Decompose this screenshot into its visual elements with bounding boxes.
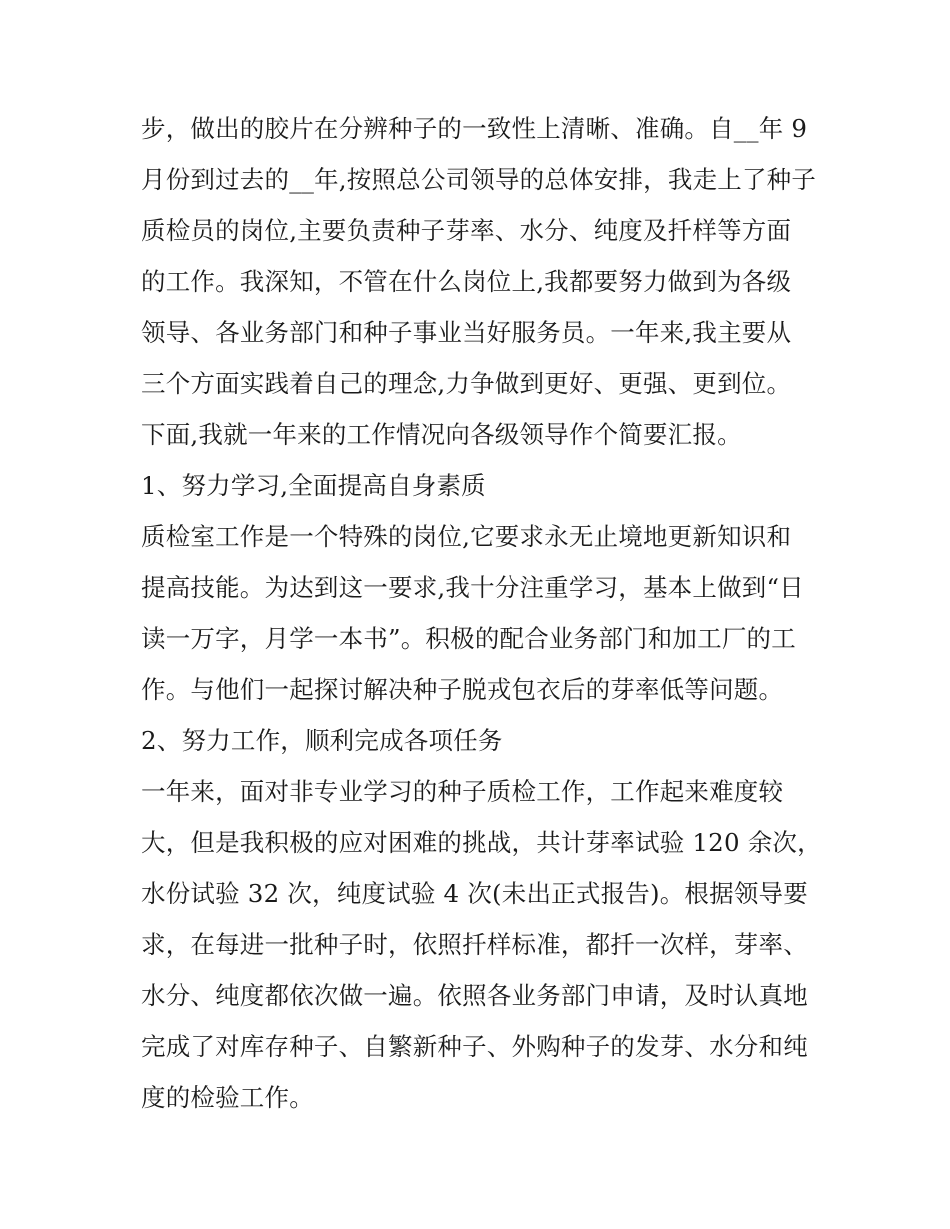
text-line: 一年来，面对非专业学习的种子质检工作，工作起来难度较	[141, 777, 784, 806]
text-line: 度的检验工作。	[141, 1083, 314, 1112]
text-line: 质检员的岗位,主要负责种子芽率、水分、纯度及扦样等方面	[141, 216, 792, 245]
section-heading-2: 2、努力工作，顺利完成各项任务	[141, 726, 503, 755]
text-line: 领导、各业务部门和种子事业当好服务员。一年来,我主要从	[141, 318, 792, 347]
text-line: 作。与他们一起探讨解决种子脱戎包衣后的芽率低等问题。	[141, 675, 784, 704]
text-line: 完成了对库存种子、自繁新种子、外购种子的发芽、水分和纯	[141, 1032, 808, 1061]
text-line: 水分、纯度都依次做一遍。依照各业务部门申请，及时认真地	[141, 981, 808, 1010]
text-line: 求，在每进一批种子时，依照扦样标准，都扦一次样，芽率、	[141, 930, 808, 959]
text-line: 步，做出的胶片在分辨种子的一致性上清晰、准确。自__年 9	[141, 114, 808, 143]
text-line: 的工作。我深知，不管在什么岗位上,我都要努力做到为各级	[141, 267, 792, 296]
text-line: 下面,我就一年来的工作情况向各级领导作个简要汇报。	[141, 420, 742, 449]
text-line: 水份试验 32 次，纯度试验 4 次(未出正式报告)。根据领导要	[141, 879, 808, 908]
text-line: 大，但是我积极的应对困难的挑战，共计芽率试验 120 余次，	[141, 828, 822, 857]
text-line: 三个方面实践着自己的理念,力争做到更好、更强、更到位。	[141, 369, 792, 398]
text-line: 提高技能。为达到这一要求,我十分注重学习，基本上做到“日	[141, 573, 804, 602]
text-line: 月份到过去的__年,按照总公司领导的总体安排，我走上了种子	[141, 165, 817, 194]
text-line: 读一万字，月学一本书”。积极的配合业务部门和加工厂的工	[141, 624, 796, 653]
text-line: 质检室工作是一个特殊的岗位,它要求永无止境地更新知识和	[141, 522, 792, 551]
section-heading-1: 1、努力学习,全面提高自身素质	[141, 471, 486, 500]
